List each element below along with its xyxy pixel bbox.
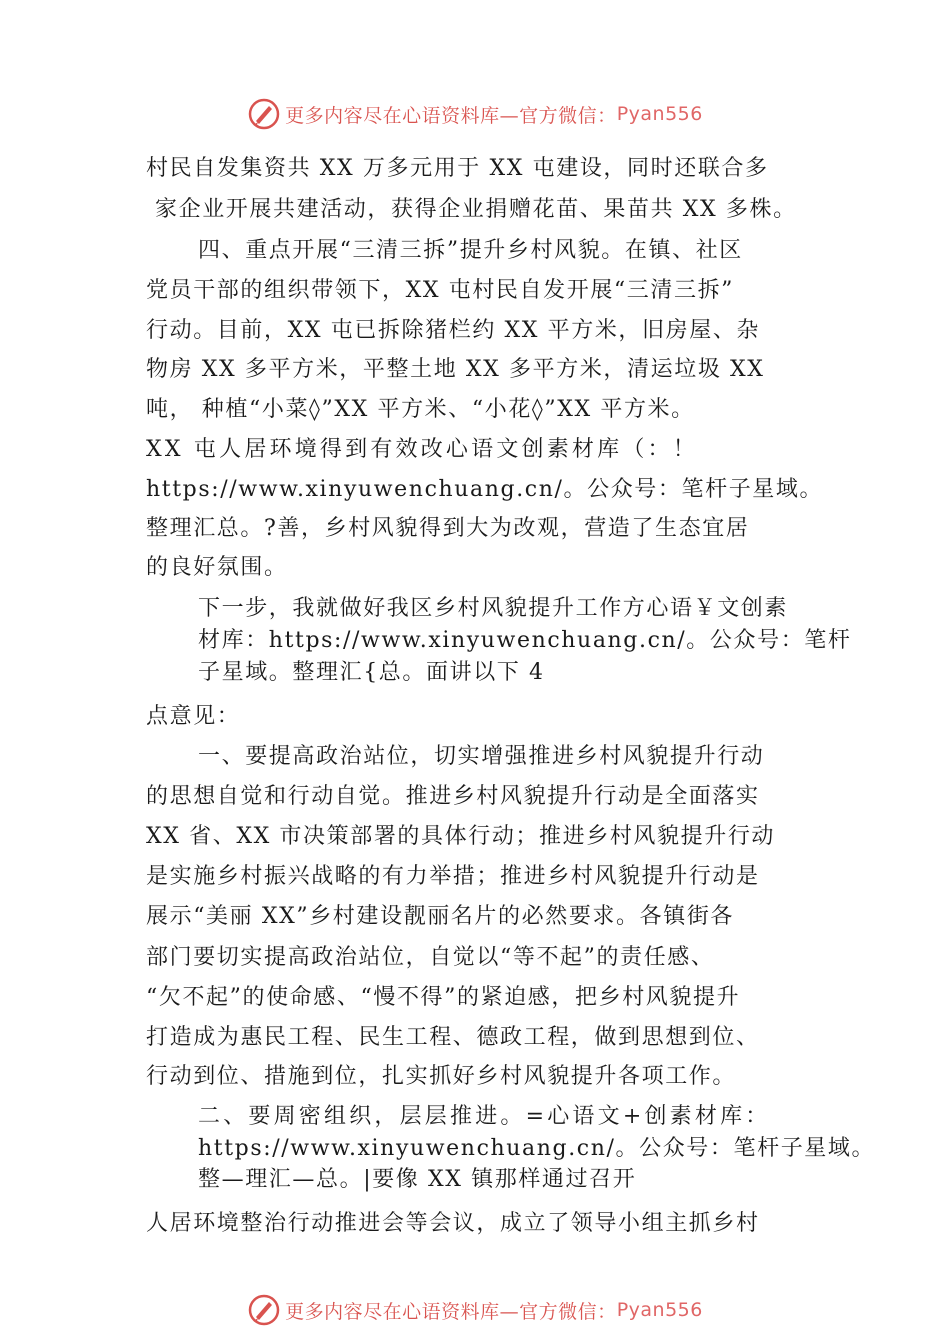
header-watermark (0, 94, 950, 134)
body-line: 人居环境整治行动推进会等会议，成立了领导小组主抓乡村 (146, 1211, 760, 1236)
body-line: 是实施乡村振兴战略的有力举措；推进乡村风貌提升行动是 (146, 864, 760, 889)
body-line: https://www.xinyuwenchuang.cn/。公众号：笔杆子星域。 (198, 1136, 876, 1161)
body-line: XX 屯人居环境得到有效改心语文创素材库（：！ (146, 437, 698, 462)
body-line: XX 省、XX 市决策部署的具体行动；推进乡村风貌提升行动 (146, 824, 776, 849)
body-line: https://www.xinyuwenchuang.cn/。公众号：笔杆子星域。 (146, 477, 824, 502)
watermark-handle: Pyan556 (616, 1299, 703, 1321)
body-line: “欠不起”的使命感、“慢不得”的紧迫感，把乡村风貌提升 (146, 985, 741, 1010)
watermark-label: 官方微信： (519, 1300, 617, 1323)
watermark-text: 更多内容尽在心语资料库— (285, 1300, 520, 1323)
body-line: 四、重点开展“三清三拆”提升乡村风貌。在镇、社区 (198, 238, 743, 263)
body-line: 部门要切实提高政治站位，自觉以“等不起”的责任感、 (146, 945, 715, 970)
watermark-handle: Pyan556 (616, 103, 703, 125)
body-line: 物房 XX 多平方米，平整土地 XX 多平方米，清运垃圾 XX (146, 357, 765, 382)
body-line: 的思想自觉和行动自觉。推进乡村风貌提升行动是全面落实 (146, 784, 760, 809)
body-line: 一、要提高政治站位，切实增强推进乡村风貌提升行动 (198, 744, 765, 769)
body-line: 子星域。整理汇{总。面讲以下 4 (198, 660, 545, 685)
body-line: 家企业开展共建活动，获得企业捐赠花苗、果苗共 XX 多株。 (155, 197, 797, 222)
body-line: 党员干部的组织带领下，XX 屯村民自发开展“三清三拆” (146, 278, 735, 303)
watermark-text: 更多内容尽在心语资料库— (285, 104, 520, 127)
body-line: 打造成为惠民工程、民生工程、德政工程，做到思想到位、 (146, 1025, 760, 1050)
body-line: 材库：https://www.xinyuwenchuang.cn/。公众号：笔杆 (198, 628, 852, 653)
body-line: 二、要周密组织，层层推进。=心语文+创素材库： (198, 1104, 771, 1129)
watermark-label: 官方微信： (519, 104, 617, 127)
body-line: 村民自发集资共 XX 万多元用于 XX 屯建设，同时还联合多 (146, 156, 769, 181)
body-line: 行动到位、措施到位，扎实抓好乡村风貌提升各项工作。 (146, 1064, 737, 1089)
pen-seal-icon (247, 97, 281, 131)
body-line: 点意见： (146, 704, 241, 729)
body-line: 展示“美丽 XX”乡村建设靓丽名片的必然要求。各镇街各 (146, 904, 735, 929)
pen-seal-icon (247, 1293, 281, 1327)
body-line: 下一步，我就做好我区乡村风貌提升工作方心语￥文创素 (198, 596, 789, 621)
body-line: 整理汇总。?善，乡村风貌得到大为改观，营造了生态宜居 (146, 516, 750, 541)
body-line: 行动。目前，XX 屯已拆除猪栏约 XX 平方米，旧房屋、杂 (146, 318, 761, 343)
footer-watermark (0, 1290, 950, 1330)
body-line: 的良好氛围。 (146, 555, 288, 580)
body-line: 整—理汇—总。|要像 XX 镇那样通过召开 (198, 1167, 637, 1192)
body-line: 吨， 种植“小菜◊”XX 平方米、“小花◊”XX 平方米。 (146, 397, 695, 422)
